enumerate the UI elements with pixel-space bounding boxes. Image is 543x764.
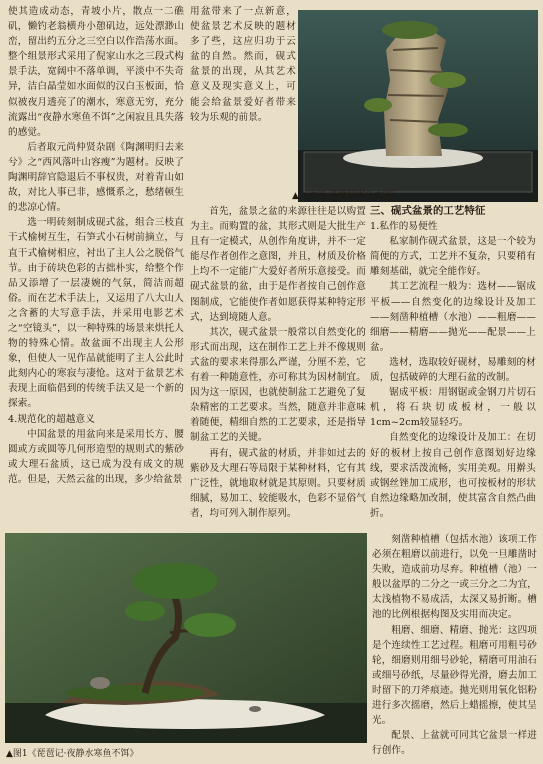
subsection-title: 1.私作的易便性 bbox=[370, 221, 438, 233]
article-column-5 bbox=[372, 532, 537, 764]
photo-caption: ▲《沈周·满堂烟霭坐未寒》 bbox=[292, 191, 401, 201]
article-column-2 bbox=[190, 4, 296, 204]
article-column-3 bbox=[190, 204, 366, 528]
paragraph: 粗磨、细磨、精磨、抛光：这四项是个连续性工艺过程。粗磨可用粗号砂轮，细磨则用细号砂轮，精磨可用油石或细号砂纸，尽量砂得光滑，磨去加工时留下的刀斧痕迹。抛光则用氧化铝粉进行多次摇磨，然后上蜡摇擦，使其呈光。 bbox=[372, 624, 537, 727]
photo-tree-bonsai bbox=[5, 533, 367, 743]
paragraph: 首先，盆景之盆的来源往往是以购置为主。而购置的盆，其形式则是大批生产且有一定模式，从创作角度讲，并不一定能尽作者创作之意图，并且，材质及价格上均不一定能广大爱好者所乐意接受。而砚式盆景的盆，由于是作者按自己创作意图制成，它能使作者如愿获得某种特定形式，达到境随人意。 bbox=[190, 206, 366, 323]
paragraph: 其次，砚式盆景一般常以自然变化的形式而出现，这在制作工艺上并不像规则式盆的要求来得那么严谨，分厘不差，它有着一种随意性，亦可称其为因材制宜。因为这一原因，也就使制盆工艺避免了复杂精密的工艺要求。当然，随意并非意味着随便，精细自然的工艺要求，还是指导制盆工艺的关键。 bbox=[190, 326, 366, 444]
paragraph: 配景、上盆就可同其它盆景一样进行创作。 bbox=[372, 730, 537, 757]
paragraph: 用盆带来了一点新意，使盆景艺术反映的题材多了些，这应归功于云盆的自然。然而，砚式盆景的出现，从其艺术意义及现实意义上，可能会给盆景爱好者带来较为乐观的前景。 bbox=[190, 6, 296, 123]
paragraph: 再有，砚式盆的材质，并非如过去的紫砂及大理石等局限于某种材料，它有其广泛性，就地取材就是其原则。只要材质细腻，易加工、较能吸水，色彩不显俗气者，均可列入制作原列。 bbox=[190, 447, 366, 519]
paragraph: 中国盆景的用盆向来是采用长方、腰圆或方或圆等几何形造型的规则式的紫砂或大理石盆质，这已成为没有成文的规范。但是，天然云盆的出现，多少给盆景 bbox=[8, 428, 184, 485]
article-column-4 bbox=[370, 204, 536, 528]
paragraph: 选一明砖刻制成砚式盆，组合三枝直干式榆树互生，石笋式小石树前摘立，与直干式榆树相应，衬出了主人公之脱俗气节。由于砖块色彩的古拙朴实，给整个作品又添增了一层凄婉的气氛，简洁而超俗。而在艺术手法上，又运用了八大山人之含蓄的大写意手法，并采用电影艺术之“空镜头”，以一种特殊的场景来烘托人物的特殊心情。故盆面不出现主人公形象，但使人一见作品就能明了主人公此时此刻内心的寒寂与凄怆。这对于盆景艺术表现上面临倡到的传统手法又是一个新的探索。 bbox=[8, 217, 184, 410]
paragraph: 刻凿种植槽（包括水池）该项工作必须在粗磨以前进行，以免一旦雕凿时失败，造成前功尽弃。种植槽（池）一般以盆厚的二分之一或三分之二为宜，太浅植物不易成活，太深又易折断。槽池的比例根据构图及实用而决定。 bbox=[372, 534, 537, 621]
paragraph: 自然变化的边缘设计及加工：在切好的板材上按自己创作意图划好边缘线，要求活泼流畅，实用美观。用擀头或钢丝锉加工成形，也可按板材的形状自然边缘略加改制，使其富含自然凸曲折。 bbox=[370, 432, 536, 519]
paragraph: 选材，选取较好砚材，易雕刻的材质，包括破碎的大理石盆的改制。 bbox=[370, 356, 536, 384]
article-column-1 bbox=[8, 4, 184, 524]
paragraph: 私家制作砚式盆景，这是一个较为简便的方式，工艺并不复杂，只要稍有雕刻基础，就完全能作好。 bbox=[370, 236, 536, 278]
photo-caption: ▲图1《琵琶记·夜静水寒鱼不饵》 bbox=[6, 749, 139, 759]
photo-rock-penjing bbox=[298, 10, 538, 202]
paragraph: 其工艺流程一般为：选材——锯成平板——自然变化的边缘设计及加工——刻凿种植槽（水池）——粗磨——细磨——精磨——抛光——配景——上盆。 bbox=[370, 281, 536, 353]
paragraph: 使其造成动态，青坡小片，散点一二礁矶，懒钓老翁横舟小憩矶边，远处漂渺山峦，留出约五分之三空白以作浩荡水面。整个组景形式采用了倪家山水之三段式构景手法，宽阔中不落单调，平淡中不失奇异，洁白晶莹如水面似的汉白玉板面，恰似被夜月透亮了的潮水，寒意无穷，充分流露出“夜静水寒鱼不饵”之闲寂且具失落的感觉。 bbox=[8, 6, 184, 138]
paragraph: 后者取元尚仲贤杂剧《陶渊明归去来兮》之“西风落叶山容瘦”为题材。反映了陶渊明辞官隐退后不事权贵，对着青山如故，对比人事已非，感慨系之，愁绪顿生的悲凉心情。 bbox=[8, 141, 184, 214]
section-title: 三、砚式盆景的工艺特征 bbox=[370, 205, 486, 217]
section-heading: 4.规范化的超越意义 bbox=[8, 413, 95, 425]
paragraph: 锯成平板：用钢锯或金钢刀片切石机，将石块切成板材，一般以1cm~2cm较显轻巧。 bbox=[370, 387, 536, 429]
